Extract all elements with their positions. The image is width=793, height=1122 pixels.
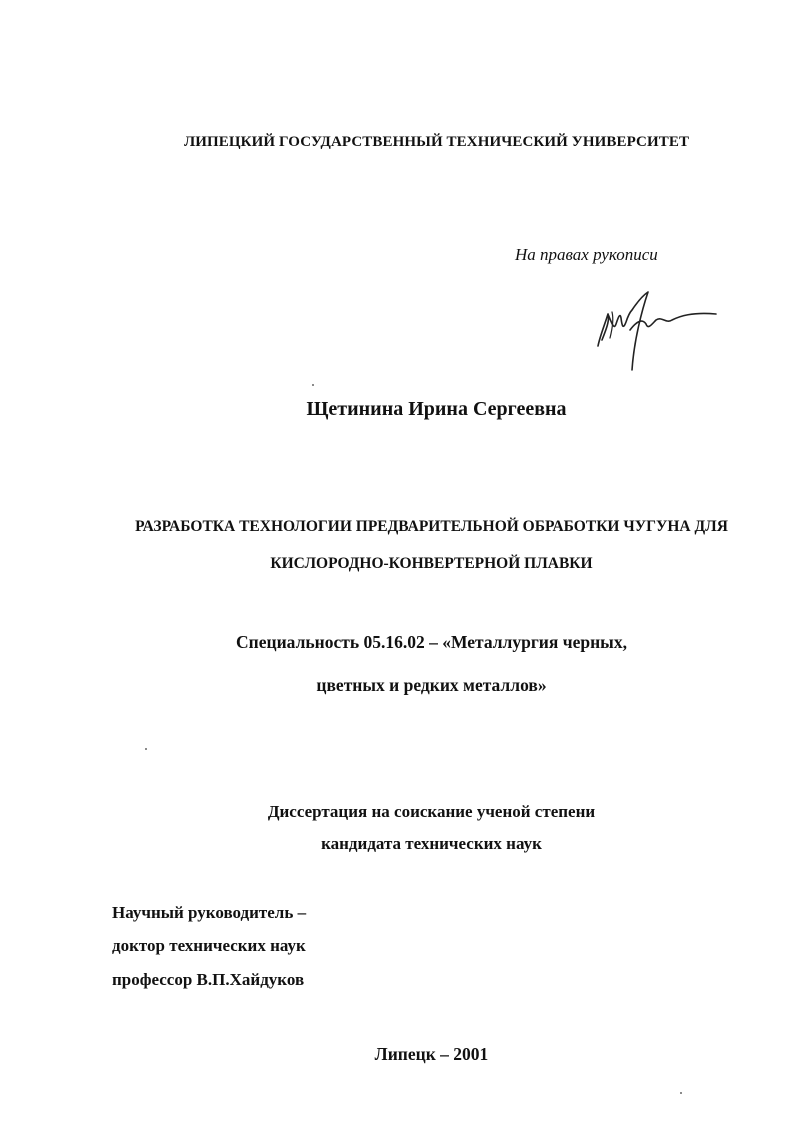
degree-line-2: кандидата технических наук (321, 834, 542, 853)
specialty-line-1: Специальность 05.16.02 – «Металлургия черных, (236, 632, 627, 652)
handwritten-signature (592, 290, 722, 380)
city-year: Липецк – 2001 (374, 1044, 489, 1064)
manuscript-note: На правах рукописи (515, 245, 658, 264)
author-name: Щетинина Ирина Сергеевна (306, 398, 567, 420)
degree-line-1: Диссертация на соискание ученой степени (267, 802, 596, 821)
dissertation-title-line-2: КИСЛОРОДНО-КОНВЕРТЕРНОЙ ПЛАВКИ (270, 555, 593, 572)
specialty-line-2: цветных и редких металлов» (316, 675, 547, 695)
scan-speck (680, 1092, 682, 1094)
scan-speck (312, 384, 314, 386)
scan-speck (145, 748, 147, 750)
advisor-degree: доктор технических наук (112, 936, 306, 955)
dissertation-title-line-1: РАЗРАБОТКА ТЕХНОЛОГИИ ПРЕДВАРИТЕЛЬНОЙ ОБРАБОТКИ ЧУГУНА ДЛЯ (135, 518, 728, 535)
advisor-role: Научный руководитель – (112, 903, 307, 922)
advisor-name: профессор В.П.Хайдуков (112, 970, 305, 989)
university-name: ЛИПЕЦКИЙ ГОСУДАРСТВЕННЫЙ ТЕХНИЧЕСКИЙ УНИВЕРСИТЕТ (183, 134, 690, 150)
